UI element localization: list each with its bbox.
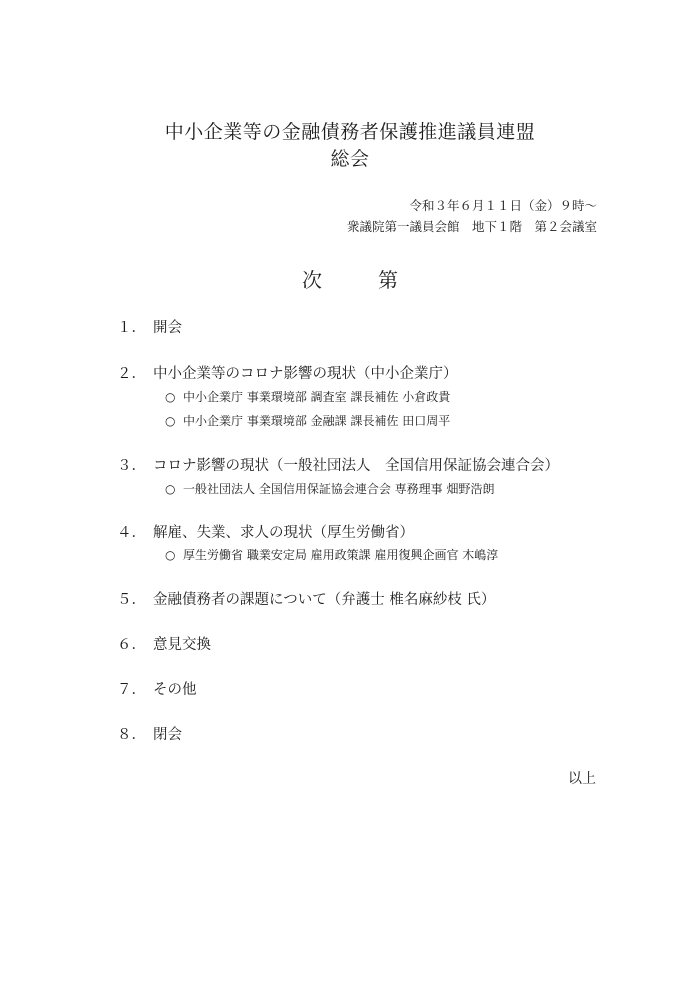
agenda-number: ２． <box>117 366 146 382</box>
agenda-item-8 <box>117 725 182 745</box>
agenda-text: 中小企業等のコロナ影響の現状（中小企業庁） <box>153 366 458 382</box>
agenda-text: 金融債務者の課題について（弁護士 椎名麻紗枝 氏） <box>153 592 496 608</box>
document-title: 中小企業等の金融債務者保護推進議員連盟 <box>164 121 536 143</box>
agenda-text: 閉会 <box>153 727 182 743</box>
document-subtitle: 総会 <box>330 148 370 170</box>
agenda-text: 開会 <box>153 320 182 336</box>
agenda-item-1 <box>117 318 182 338</box>
agenda-text: コロナ影響の現状（一般社団法人 全国信用保証協会連合会） <box>153 458 559 474</box>
circle-bullet-icon: ○ <box>165 414 176 428</box>
agenda-heading: 次 第 <box>302 268 416 292</box>
agenda-item-4 <box>117 523 414 543</box>
agenda-item-2 <box>117 364 458 384</box>
circle-bullet-icon: ○ <box>165 548 176 562</box>
meeting-datetime: 令和３年６月１１日（金）９時～ <box>409 198 597 213</box>
agenda-item-3 <box>117 456 559 476</box>
agenda-number: ４． <box>117 525 146 541</box>
circle-bullet-icon: ○ <box>165 482 176 496</box>
presenter-text: 厚生労働省 職業安定局 雇用政策課 雇用復興企画官 木嶋淳 <box>183 548 499 562</box>
agenda-number: ６． <box>117 637 146 653</box>
agenda-item-6 <box>117 635 211 655</box>
agenda-text: 解雇、失業、求人の現状（厚生労働省） <box>153 525 414 541</box>
agenda-sub-item <box>165 481 494 497</box>
presenter-text: 一般社団法人 全国信用保証協会連合会 専務理事 畑野浩朗 <box>183 482 495 496</box>
agenda-text: 意見交換 <box>153 637 211 653</box>
agenda-item-7 <box>117 680 197 700</box>
circle-bullet-icon: ○ <box>165 390 176 404</box>
agenda-number: ８． <box>117 727 146 743</box>
presenter-text: 中小企業庁 事業環境部 金融課 課長補佐 田口周平 <box>183 414 451 428</box>
agenda-sub-item <box>165 547 498 563</box>
agenda-text: その他 <box>153 682 197 698</box>
agenda-number: １． <box>117 320 146 336</box>
presenter-text: 中小企業庁 事業環境部 調査室 課長補佐 小倉政貴 <box>183 390 451 404</box>
agenda-number: ７． <box>117 682 146 698</box>
agenda-number: ５． <box>117 592 146 608</box>
meeting-location: 衆議院第一議員会館 地下１階 第２会議室 <box>346 219 597 234</box>
agenda-sub-item <box>165 389 450 405</box>
closing-mark: 以上 <box>568 771 596 787</box>
agenda-sub-item <box>165 413 450 429</box>
agenda-item-5 <box>117 590 495 610</box>
agenda-number: ３． <box>117 458 146 474</box>
